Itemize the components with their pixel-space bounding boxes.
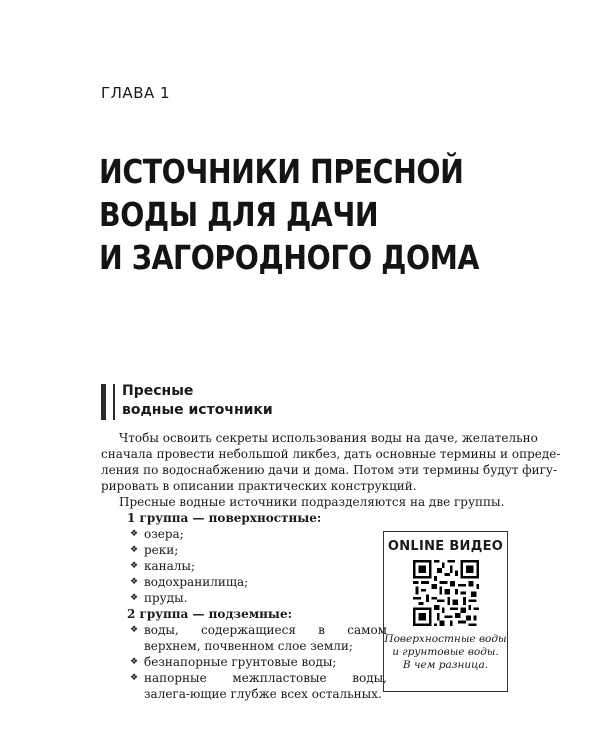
paragraph-line: Пресные водные источники подразделяются на две группы. xyxy=(119,495,505,509)
chapter-title-line: ИСТОЧНИКИ ПРЕСНОЙ xyxy=(99,152,464,191)
group-2-list xyxy=(101,622,387,702)
bullet-icon: ❖ xyxy=(130,673,139,683)
groups-intro-paragraph xyxy=(101,494,511,510)
list-item xyxy=(127,574,387,590)
list-item-text: водохранилища; xyxy=(144,575,249,589)
group-1-heading: 1 группа — поверхностные: xyxy=(127,511,322,525)
online-video-box[interactable] xyxy=(383,531,508,692)
section-bar-thin xyxy=(113,384,115,420)
section-title-line: Пресные xyxy=(122,383,194,399)
caption-line: и грунтовые воды. xyxy=(392,646,499,658)
chapter-title-line: И ЗАГОРОДНОГО ДОМА xyxy=(99,238,480,277)
caption-line: В чем разница. xyxy=(402,659,489,671)
list-item-text: пруды. xyxy=(144,591,188,605)
bullet-icon: ❖ xyxy=(130,529,139,539)
bullet-icon: ❖ xyxy=(130,657,139,667)
list-item xyxy=(127,558,387,574)
bullet-icon: ❖ xyxy=(130,593,139,603)
list-item xyxy=(127,590,387,606)
list-item-text: реки; xyxy=(144,543,179,557)
list-item-text: каналы; xyxy=(144,559,196,573)
list-item-text: озера; xyxy=(144,527,184,541)
paragraph-line: рировать в описании практических конструкций. xyxy=(101,479,417,493)
paragraph-line: сначала провести небольшой ликбез, дать основные термины и опреде- xyxy=(101,447,561,461)
bullet-icon: ❖ xyxy=(130,545,139,555)
bullet-icon: ❖ xyxy=(130,625,139,635)
chapter-label: ГЛАВА 1 xyxy=(101,84,171,102)
list-item xyxy=(127,622,387,654)
online-video-label: ONLINE ВИДЕО xyxy=(387,539,504,554)
list-item xyxy=(127,542,387,558)
list-item-text: безнапорные грунтовые воды; xyxy=(144,655,337,669)
section-heading xyxy=(101,382,273,420)
section-title xyxy=(122,382,273,420)
list-item xyxy=(127,670,387,702)
group-1-list xyxy=(101,526,387,606)
bullet-icon: ❖ xyxy=(130,561,139,571)
section-title-line: водные источники xyxy=(122,402,273,418)
list-item xyxy=(127,526,387,542)
list-item-text: воды, содержащиеся в самом верхнем, почвенном слое земли; xyxy=(144,623,387,653)
paragraph-line: ления по водоснабжению дачи и дома. Потом эти термины будут фигу- xyxy=(101,463,558,477)
list-item xyxy=(127,654,387,670)
video-caption xyxy=(384,633,507,672)
bullet-icon: ❖ xyxy=(130,577,139,587)
qr-code-icon[interactable] xyxy=(413,560,479,626)
chapter-title-line: ВОДЫ ДЛЯ ДАЧИ xyxy=(99,195,379,234)
intro-paragraph xyxy=(101,430,561,494)
caption-line: Поверхностные воды xyxy=(384,633,507,645)
group-2-heading: 2 группа — подземные: xyxy=(127,607,293,621)
list-item-text: напорные межпластовые воды, залега-ющие глубже всех остальных. xyxy=(144,671,387,701)
section-bar-thick xyxy=(101,384,106,420)
paragraph-line: Чтобы освоить секреты использования воды на даче, желательно xyxy=(119,431,538,445)
chapter-title xyxy=(99,150,480,279)
